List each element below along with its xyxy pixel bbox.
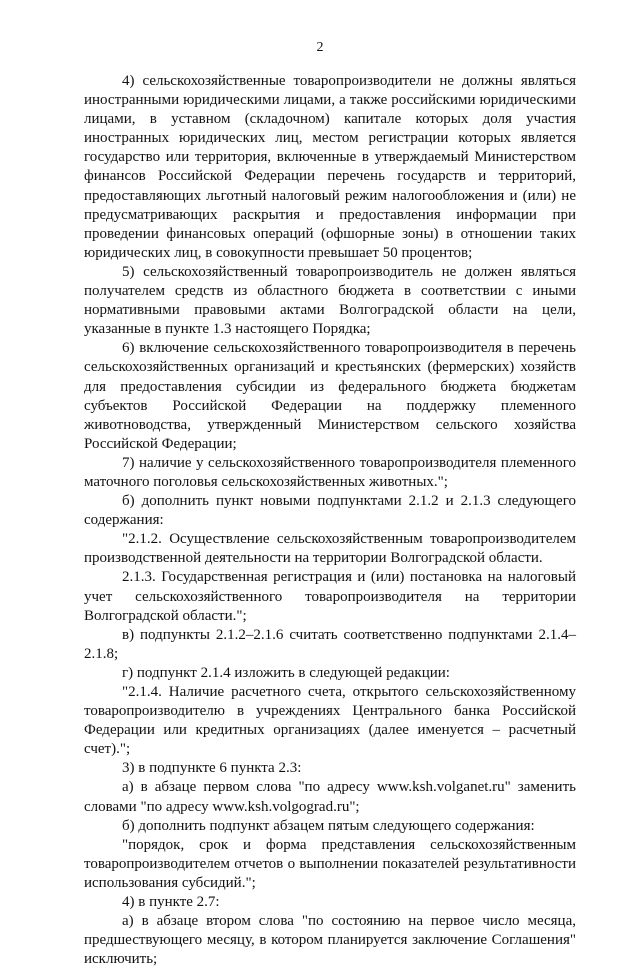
paragraph-item-5: 5) сельскохозяйственный товаропроизводитель не должен являться получателем средств из областного бюджета в соответствии с иными нормативными правовыми актами Волгоградской области на цели, указанные в пункте 1.3 настоящего Порядка; — [84, 263, 576, 338]
paragraph-subitem-g: г) подпункт 2.1.4 изложить в следующей редакции: — [122, 664, 450, 681]
paragraph-item-4: 4) сельскохозяйственные товаропроизводители не должны являться иностранными юридическими лицами, а также российскими юридическими лицами, в уставном (складочном) капитале которых доля участия иностранных юридических лиц, местом регистрации которых является государство или территория, включенные в утверждаемый Министерством финансов Российской Федерации перечень государств и территорий, предоставляющих льготный налоговый режим налогообложения и (или) не предусматривающих раскрытия и предоставления информации при проведении финансовых операций (офшорные зоны) в отношении таких юридических лиц, в совокупности превышает 50 процентов; — [84, 73, 576, 261]
paragraph-item-6: 6) включение сельскохозяйственного товаропроизводителя в перечень сельскохозяйственных организаций и крестьянских (фермерских) хозяйств для предоставления субсидии из федерального бюджета бюджетам субъектов Российской Федерации на поддержку племенного животноводства, утвержденный Министерством сельского хозяйства Российской Федерации; — [84, 340, 576, 452]
paragraph-subitem-a-2: а) в абзаце втором слова "по состоянию на первое число месяца, предшествующего месяцу, в котором планируется заключение Соглашения" исключить; — [84, 913, 576, 968]
paragraph-item-4-point-2-7: 4) в пункте 2.7: — [122, 894, 220, 911]
document-body — [84, 72, 576, 969]
paragraph-item-7: 7) наличие у сельскохозяйственного товаропроизводителя племенного маточного поголовья сельскохозяйственных животных."; — [84, 454, 576, 490]
paragraph-item-3: 3) в подпункте 6 пункта 2.3: — [122, 760, 302, 777]
paragraph-clause-2-1-2: "2.1.2. Осуществление сельскохозяйственным товаропроизводителем производственной деятельности на территории Волгоградской области. — [84, 531, 576, 567]
paragraph-subitem-v: в) подпункты 2.1.2–2.1.6 считать соответственно подпунктами 2.1.4–2.1.8; — [84, 626, 576, 662]
paragraph-subitem-a: а) в абзаце первом слова "по адресу www.ksh.volganet.ru" заменить словами "по адресу www.ksh.volgograd.ru"; — [84, 779, 576, 815]
paragraph-subitem-b: б) дополнить пункт новыми подпунктами 2.1.2 и 2.1.3 следующего содержания: — [84, 493, 576, 529]
paragraph-quote-reporting: "порядок, срок и форма представления сельскохозяйственным товаропроизводителем отчетов о выполнении показателей результативности использования субсидий."; — [84, 836, 576, 891]
page-number: 2 — [316, 40, 324, 55]
paragraph-subitem-b-2: б) дополнить подпункт абзацем пятым следующего содержания: — [122, 817, 535, 834]
paragraph-clause-2-1-4: "2.1.4. Наличие расчетного счета, открытого сельскохозяйственному товаропроизводителю в учреждениях Центрального банка Российской Федерации или кредитных организациях (далее именуется – расчетный счет)."; — [84, 684, 576, 758]
paragraph-clause-2-1-3: 2.1.3. Государственная регистрация и (или) постановка на налоговый учет сельскохозяйственного товаропроизводителя на территории Волгоградской области."; — [84, 569, 576, 624]
